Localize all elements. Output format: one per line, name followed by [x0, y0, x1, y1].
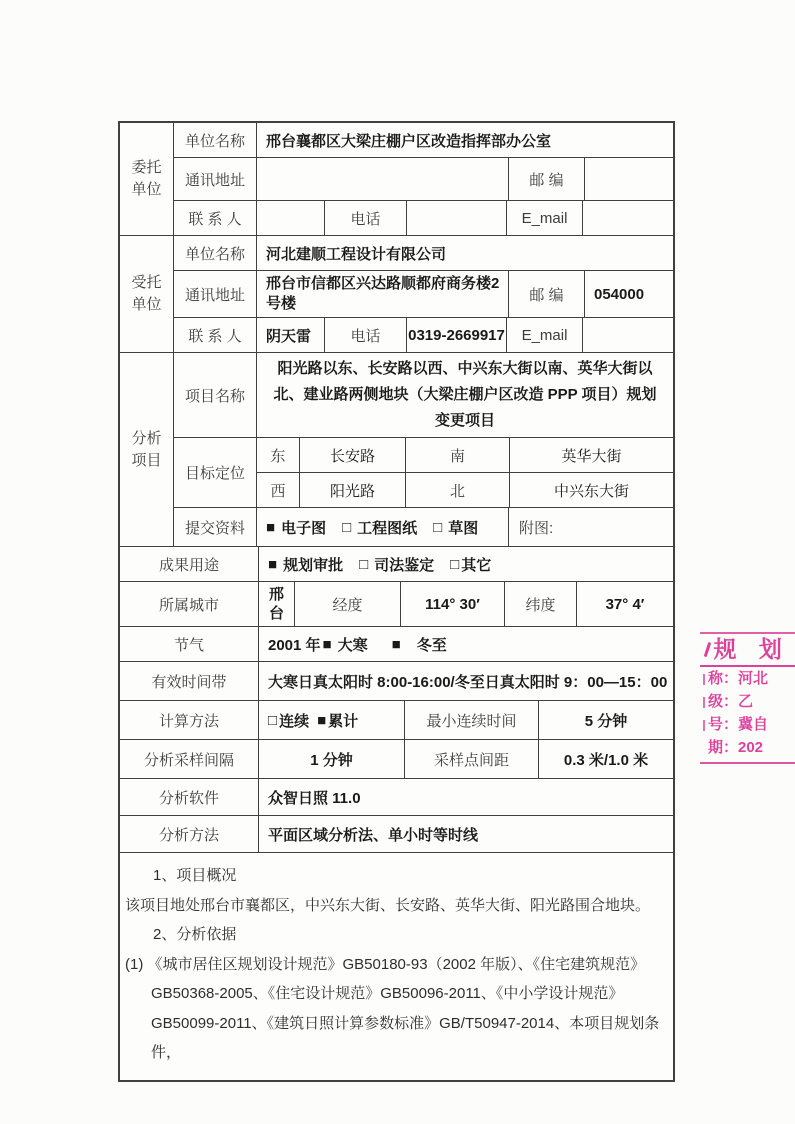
- usage-option-judicial-appraisal: □ 司法鉴定: [359, 555, 435, 574]
- stamp-cut-fragment: [700, 720, 705, 731]
- city-row: [120, 581, 673, 626]
- method-label: 分析方法: [158, 826, 219, 844]
- stamp-bottom-rule: [700, 762, 795, 764]
- solar-term-label: 节气: [173, 636, 204, 654]
- west-value: 阳光路: [299, 473, 405, 507]
- checkbox-unchecked-icon: □: [359, 555, 369, 573]
- calc-option-continuous: □ 连续: [268, 711, 310, 730]
- trustee-address-row: [174, 270, 673, 317]
- sampling-value: 1 分钟: [258, 740, 404, 778]
- trustee-phone-value: 0319-2669917: [406, 318, 506, 352]
- client-name-label: 单位名称: [184, 132, 245, 150]
- project-materials-options: [256, 508, 508, 546]
- longitude-label: 经度: [294, 582, 400, 626]
- trustee-contact-label: 联 系 人: [188, 327, 242, 345]
- client-email-value: [582, 201, 673, 235]
- checkbox-checked-icon: ■: [317, 711, 327, 729]
- project-name-value: 阳光路以东、长安路以西、中兴东大街以南、英华大街以北、建业路两侧地块（大梁庄棚户区改造 PPP 项目）规划变更项目: [256, 353, 673, 437]
- usage-options: [258, 547, 673, 581]
- attachment-label: 附图:: [508, 508, 673, 546]
- usage-option-other: □ 其它: [450, 555, 492, 574]
- sampling-row: [120, 739, 673, 778]
- min-duration-value: 5 分钟: [538, 701, 673, 739]
- certification-stamp: [700, 632, 795, 764]
- trustee-name-row: [174, 236, 673, 270]
- trustee-postal-value: 054000: [584, 271, 673, 317]
- east-label: 东: [270, 447, 286, 465]
- trustee-address-value: 邢台市信都区兴达路顺都府商务楼2号楼: [256, 271, 508, 317]
- location-row-east-south: [257, 438, 673, 472]
- client-postal-value: [584, 158, 673, 200]
- latitude-label: 纬度: [504, 582, 576, 626]
- checkbox-checked-icon: ■: [391, 635, 401, 653]
- north-label: 北: [405, 473, 509, 507]
- note-line-analysis-basis-3: GB50099-2011、《建筑日照计算参数标准》GB/T50947-2014、本项目规划条件，: [151, 1014, 660, 1061]
- stamp-top-rule: [700, 632, 795, 634]
- project-section: [120, 352, 673, 546]
- client-contact-value: [256, 201, 324, 235]
- city-value: 邢台: [258, 582, 294, 626]
- trustee-name-label: 单位名称: [184, 245, 245, 263]
- checkbox-unchecked-icon: □: [433, 518, 443, 536]
- spacing-value: 0.3 米/1.0 米: [538, 740, 673, 778]
- sunlight-analysis-form-table: [118, 121, 675, 1082]
- client-email-label: E_mail: [506, 201, 582, 235]
- calc-option-cumulative: ■ 累计: [317, 711, 359, 730]
- solar-term-row: [120, 626, 673, 661]
- note-line-project-overview-heading: 1、项目概况: [153, 867, 237, 884]
- time-band-row: [120, 661, 673, 700]
- stamp-line-name: 称：河北: [700, 668, 795, 690]
- client-address-value: [256, 158, 508, 200]
- client-name-row: [174, 123, 673, 157]
- project-location-row: [174, 437, 673, 507]
- trustee-phone-label: 电话: [324, 318, 406, 352]
- note-line-project-overview-body: 该项目地处邢台市襄都区，中兴东大街、长安路、英华大街、阳光路围合地块。: [125, 896, 651, 914]
- city-label: 所属城市: [158, 596, 219, 614]
- trustee-name-value: 河北建顺工程设计有限公司: [256, 236, 673, 270]
- client-section: [120, 123, 673, 235]
- south-value: 英华大街: [509, 438, 673, 472]
- client-name-value: 邢台襄都区大梁庄棚户区改造指挥部办公室: [256, 123, 673, 157]
- software-value: 众智日照 11.0: [258, 779, 673, 815]
- time-band-label: 有效时间带: [151, 673, 227, 691]
- trustee-section: [120, 235, 673, 352]
- checkbox-unchecked-icon: □: [342, 518, 352, 536]
- solar-term-year: 2001 年: [268, 636, 321, 654]
- calc-method-label: 计算方法: [158, 712, 219, 730]
- trustee-contact-row: [174, 317, 673, 352]
- usage-row: [120, 546, 673, 581]
- note-line-analysis-basis-2: GB50368-2005、《住宅设计规范》GB50096-2011、《中小学设计规范》: [151, 985, 624, 1002]
- trustee-group-label: 受托单位: [120, 236, 174, 352]
- project-materials-row: [174, 507, 673, 546]
- client-contact-label: 联 系 人: [188, 210, 242, 228]
- project-name-label: 项目名称: [184, 387, 245, 405]
- west-label: 西: [270, 482, 286, 500]
- project-materials-label: 提交资料: [184, 519, 245, 537]
- stamp-line-grade: 级：乙: [700, 691, 795, 713]
- note-line-analysis-basis-1: (1) 《城市居住区规划设计规范》GB50180-93（2002 年版）、《住宅建筑规范》: [125, 955, 646, 973]
- software-row: [120, 778, 673, 815]
- spacing-label: 采样点间距: [404, 740, 538, 778]
- client-group-label: 委托单位: [120, 123, 174, 235]
- trustee-rows: [174, 236, 673, 352]
- project-rows: [174, 353, 673, 546]
- stamp-title: [700, 636, 795, 667]
- stamp-line-number: 号：冀自: [700, 714, 795, 736]
- project-group-label: 分析项目: [120, 353, 174, 546]
- method-value: 平面区域分析法、单小时等时线: [258, 816, 673, 852]
- client-phone-value: [406, 201, 506, 235]
- client-address-label: 通讯地址: [184, 171, 245, 189]
- stamp-cut-fragment: [700, 674, 705, 685]
- sampling-label: 分析采样间隔: [143, 751, 234, 769]
- stamp-line-date: 期：202: [708, 739, 764, 756]
- client-phone-label: 电话: [324, 201, 406, 235]
- software-label: 分析软件: [158, 789, 219, 807]
- materials-option-electronic: ■ 电子图: [266, 518, 327, 537]
- usage-label: 成果用途: [158, 556, 219, 574]
- project-name-row: [174, 353, 673, 437]
- checkbox-unchecked-icon: □: [450, 555, 460, 573]
- solar-term-dongzhi: ■ 冬至: [391, 635, 447, 654]
- checkbox-checked-icon: ■: [322, 635, 332, 653]
- trustee-postal-label: 邮 编: [508, 271, 584, 317]
- stamp-cut-fragment: [700, 697, 705, 708]
- trustee-address-label: 通讯地址: [184, 286, 245, 304]
- method-row: [120, 815, 673, 852]
- time-band-value: 大寒日真太阳时 8:00-16:00/冬至日真太阳时 9：00—15：00: [258, 662, 673, 700]
- trustee-email-label: E_mail: [506, 318, 582, 352]
- usage-option-planning-approval: ■ 规划审批: [268, 555, 344, 574]
- solar-term-dahan: ■ 大寒: [322, 635, 368, 654]
- calc-method-row: [120, 700, 673, 739]
- east-value: 长安路: [299, 438, 405, 472]
- checkbox-checked-icon: ■: [268, 555, 278, 573]
- client-address-row: [174, 157, 673, 200]
- materials-option-sketch: □ 草图: [433, 518, 479, 537]
- location-row-west-north: [257, 472, 673, 507]
- north-value: 中兴东大街: [509, 473, 673, 507]
- trustee-email-value: [582, 318, 673, 352]
- materials-option-engineering-drawing: □ 工程图纸: [342, 518, 418, 537]
- latitude-value: 37° 4′: [576, 582, 673, 626]
- min-duration-label: 最小连续时间: [404, 701, 538, 739]
- solar-term-value: [258, 627, 673, 661]
- note-line-analysis-basis-heading: 2、分析依据: [153, 926, 237, 943]
- stamp-title-text: 规 划: [713, 636, 790, 662]
- project-location-label: 目标定位: [184, 465, 245, 482]
- checkbox-unchecked-icon: □: [268, 711, 278, 729]
- project-location-grid: [256, 438, 673, 507]
- stamp-cut-fragment: [704, 641, 711, 656]
- trustee-contact-value: 阴天雷: [256, 318, 324, 352]
- south-label: 南: [405, 438, 509, 472]
- calc-method-options: [258, 701, 404, 739]
- client-postal-label: 邮 编: [508, 158, 584, 200]
- client-rows: [174, 123, 673, 235]
- notes-block: [120, 852, 673, 1080]
- checkbox-checked-icon: ■: [266, 518, 276, 536]
- client-contact-row: [174, 200, 673, 235]
- longitude-value: 114° 30′: [400, 582, 504, 626]
